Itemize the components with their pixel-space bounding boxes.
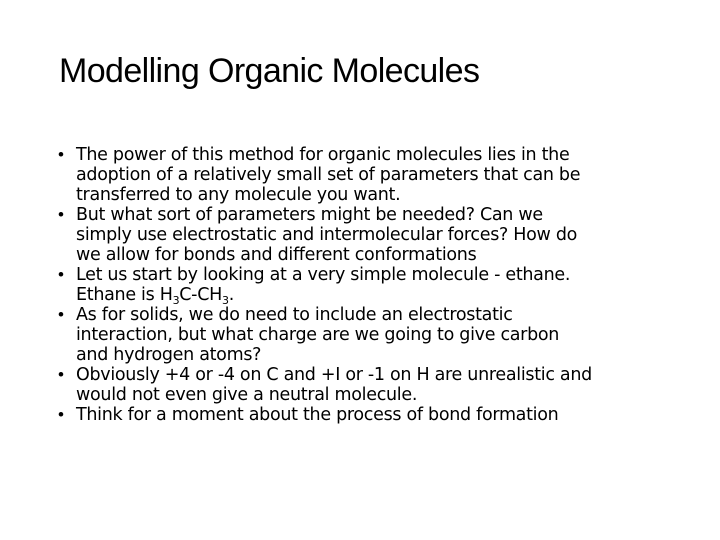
bullet-text-line: Obviously +4 or -4 on C and +I or -1 on H are unrealistic and: [76, 365, 592, 385]
bullet-text-line: Let us start by looking at a very simple molecule - ethane.: [76, 265, 571, 285]
ethane-formula-line: [76, 285, 698, 305]
slide-title: Modelling Organic Molecules: [59, 52, 480, 90]
bullet-text-line: But what sort of parameters might be needed? Can we: [76, 205, 543, 225]
bullet-text-line: simply use electrostatic and intermolecular forces? How do: [76, 225, 578, 245]
bullet-text-line: we allow for bonds and different conformations: [76, 245, 477, 265]
bullet-dot-icon: •: [58, 305, 64, 324]
bullet-text-line: transferred to any molecule you want.: [76, 185, 401, 205]
bullet-dot-icon: •: [58, 145, 64, 164]
bullet-dot-icon: •: [58, 205, 64, 224]
bullet-list: [58, 145, 698, 425]
bullet-text-line: would not even give a neutral molecule.: [76, 385, 418, 405]
bullet-item-4: [58, 305, 698, 365]
formula-middle: C-CH: [179, 285, 222, 305]
bullet-text-line: and hydrogen atoms?: [76, 345, 262, 365]
formula-suffix: .: [228, 285, 234, 305]
formula-prefix: Ethane is H: [76, 285, 173, 305]
bullet-item-6: [58, 405, 698, 425]
bullet-item-3: [58, 265, 698, 305]
bullet-dot-icon: •: [58, 265, 64, 284]
formula-subscript: 3: [221, 294, 229, 307]
bullet-text-line: interaction, but what charge are we going to give carbon: [76, 325, 560, 345]
bullet-item-5: [58, 365, 698, 405]
bullet-dot-icon: •: [58, 365, 64, 384]
bullet-item-1: [58, 145, 698, 205]
bullet-text-line: As for solids, we do need to include an electrostatic: [76, 305, 513, 325]
bullet-dot-icon: •: [58, 405, 64, 424]
bullet-text-line: adoption of a relatively small set of parameters that can be: [76, 165, 581, 185]
formula-subscript: 3: [172, 294, 180, 307]
bullet-text-line: The power of this method for organic molecules lies in the: [76, 145, 570, 165]
bullet-text-line: Think for a moment about the process of bond formation: [76, 405, 559, 425]
bullet-item-2: [58, 205, 698, 265]
